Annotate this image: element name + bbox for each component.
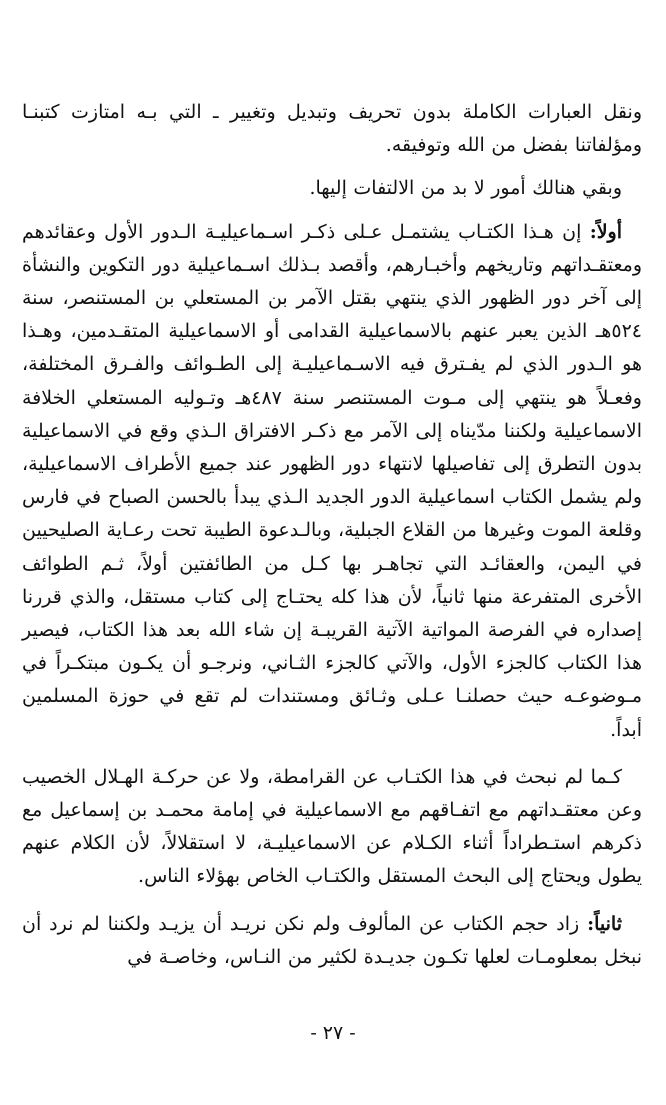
paragraph-2	[22, 172, 642, 205]
paragraph-1	[22, 96, 642, 162]
paragraph-2-text: وبقي هنالك أمور لا بد من الالتفات إليها.	[309, 177, 622, 200]
paragraph-3	[22, 216, 642, 747]
document-page	[22, 96, 642, 1086]
paragraph-1-text: ونقل العبارات الكاملة بدون تحريف وتبديل وتغيير ـ التي بـه امتازت كتبنـا ومؤلفاتنا بفضل من الله وتوفيقه.	[22, 101, 642, 157]
page-number: - ٢٧ -	[310, 1022, 356, 1044]
paragraph-5	[22, 908, 642, 974]
paragraph-3-text: إن هـذا الكتـاب يشتمـل عـلى ذكـر اسـماعيليـة الـدور الأول وعقائدهم ومعتقـداتهم وتاريخهم وأخبـارهم، وأقصد بـذلك اسـماعيلية دور التكوين والنشأة إلى آخر دور الظهور الذي ينتهي بقتل الآمر بن المستعلي بن المستنصر، سنة ٥٢٤هـ الذين يعبر عنهم بالاسماعيلية القدامى أو الاسماعيلية المتقـدمين، وهـذا هو الـدور الذي لم يفـترق فيه الاسـماعيليـة إلى الطـوائف والفـرق المختلفة، وفعـلاً هو ينتهي إلى مـوت المستنصر سنة ٤٨٧هـ وتـوليه المستعلي الخلافة الاسماعيلية ولكننا مدّيناه إلى الآمر مع ذكـر الافتراق الـذي وقع في الاسماعيلية بدون التطرق إلى تفاصيلها لانتهاء دور الظهور عند جميع الأطراف الاسماعيلية، ولم يشمل الكتاب اسماعيلية الدور الجديد الـذي يبدأ بالحسن الصباح في فارس وقلعة الموت وغيرها من القلاع الجبلية، وبالـدعوة الطيبة تحت رعـاية الصليحيين في اليمن، والعقائـد التي تجاهـر بها كـل من الطائفتين أولاً، ثـم الطوائف الأخرى المتفرعة منها ثانياً، لأن هذا كله يحتـاج إلى كتاب مستقل، والذي قررنا إصداره في الفرصة المواتية الآتية القريبـة إن شاء الله بعد هذا الكتاب، فيصير هذا الكتاب كالجزء الأول، والآتي كالجزء الثـاني، ونرجـو أن يكـون مبتكـراً في مـوضوعـه حيث حصلنـا عـلى وثـائق ومستندات لم تقع في حوزة المسلمين أبداً.	[22, 220, 642, 741]
paragraph-4-text: كـما لم نبحث في هذا الكتـاب عن القرامطة، ولا عن حركـة الهـلال الخصيب وعن معتقـداتهم مع اتفـاقهم مع الاسماعيلية في إمامة محمـد بن إسماعيل مع ذكرهم استـطراداً أثناء الكـلام عن الاسماعيليـة، لا استقلالاً، لأن الكلام عنهم يطول ويحتاج إلى البحث المستقل والكتـاب الخاص بهؤلاء الناس.	[22, 765, 642, 888]
paragraph-3-lead: أولاً:	[589, 220, 622, 243]
paragraph-5-text: زاد حجم الكتاب عن المألوف ولم نكن نريـد أن يزيـد ولكننا لم نرد أن نبخل بمعلومـات لعلها تكـون جديـدة لكثير من النـاس، وخاصـة في	[22, 912, 642, 968]
paragraph-5-lead: ثانياً:	[587, 912, 622, 935]
paragraph-4	[22, 761, 642, 894]
